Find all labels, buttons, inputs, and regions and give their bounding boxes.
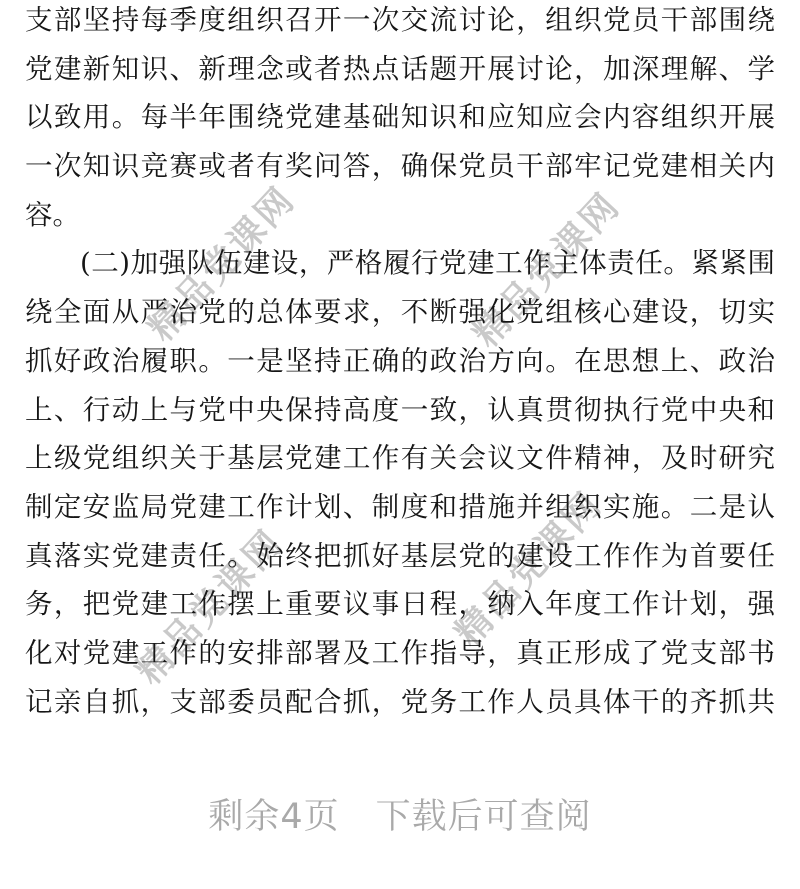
text-line: 真落实党建责任。始终把抓好基层党的建设工作作为首要任 <box>25 539 775 572</box>
remaining-pages-label: 剩余4页 <box>208 797 340 837</box>
text-line: 上、行动上与党中央保持高度一致，认真贯彻执行党中央和 <box>25 393 775 426</box>
text-line: 以致用。每半年围绕党建基础知识和应知应会内容组织开展 <box>25 101 775 134</box>
text-line: 绕全面从严治党的总体要求，不断强化党组核心建设，切实 <box>25 296 775 329</box>
text-line: 记亲自抓，支部委员配合抓，党务工作人员具体干的齐抓共 <box>25 685 775 718</box>
text-line: 抓好政治履职。一是坚持正确的政治方向。在思想上、政治 <box>25 344 775 377</box>
text-line: 化对党建工作的安排部署及工作指导，真正形成了党支部书 <box>25 636 775 669</box>
text-line: 制定安监局党建工作计划、制度和措施并组织实施。二是认 <box>25 490 775 523</box>
text-line: 容。 <box>25 198 80 231</box>
pages-remaining-banner[interactable] <box>0 789 800 839</box>
watermark-text: 精品党课网 <box>446 483 611 655</box>
text-line: 一次知识竞赛或者有奖问答，确保党员干部牢记党建相关内 <box>25 150 775 183</box>
text-line: 务，把党建工作摆上重要议事日程，纳入年度工作计划，强 <box>25 588 775 621</box>
watermark-text: 精品党课网 <box>464 184 629 356</box>
download-hint-label: 下载后可查阅 <box>375 797 592 837</box>
text-line: 党建新知识、新理念或者热点话题开展讨论，加深理解、学 <box>25 52 775 85</box>
text-line: (二)加强队伍建设，严格履行党建工作主体责任。紧紧围 <box>80 247 775 280</box>
watermark-text: 精品党课网 <box>139 178 304 350</box>
watermark-text: 精品党课网 <box>127 521 292 693</box>
text-line: 支部坚持每季度组织召开一次交流讨论，组织党员干部围绕 <box>25 4 775 36</box>
document-body <box>25 0 775 726</box>
text-line: 上级党组织关于基层党建工作有关会议文件精神，及时研究 <box>25 442 775 475</box>
